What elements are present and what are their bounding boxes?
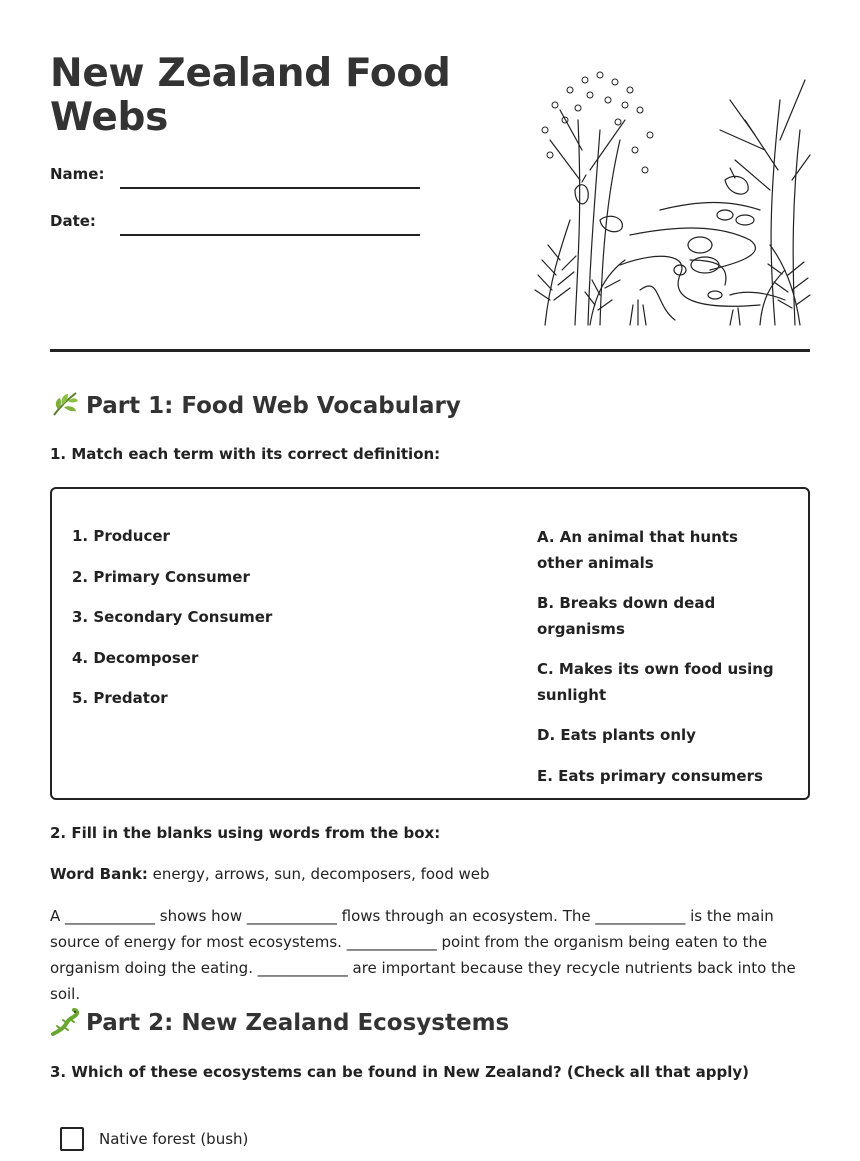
part2-heading: [50, 1006, 509, 1038]
page-title: New Zealand Food Webs: [50, 51, 451, 140]
definition-item: D. Eats plants only: [537, 726, 696, 744]
forest-stream-illustration: [530, 60, 812, 330]
question-3: 3. Which of these ecosystems can be found in New Zealand? (Check all that apply): [50, 1063, 750, 1081]
checkbox-option[interactable]: [60, 1127, 248, 1151]
date-label: Date:: [50, 212, 96, 230]
part2-heading-text: Part 2: New Zealand Ecosystems: [86, 1010, 510, 1036]
word-bank: [50, 865, 490, 883]
term-item: 4. Decomposer: [72, 648, 199, 667]
term-item: 1. Producer: [72, 527, 170, 545]
matching-box: [50, 487, 810, 800]
name-field[interactable]: [120, 187, 420, 189]
question-2: 2. Fill in the blanks using words from the box:: [50, 824, 441, 842]
fill-in-paragraph: A ____________ shows how ____________ flows through an ecosystem. The ____________ is the main source of energy for most ecosystems. ____________ point from the organism being eaten to the organism doing the eating. ____________ are important because they recycle nutrients back into the soil.: [50, 907, 796, 1003]
lizard-icon: [50, 1006, 80, 1036]
definition-item: C. Makes its own food using sunlight: [537, 660, 774, 704]
question-1: 1. Match each term with its correct definition:: [50, 445, 441, 463]
word-bank-words: energy, arrows, sun, decomposers, food web: [147, 865, 490, 883]
term-list: [72, 525, 372, 728]
date-field[interactable]: [120, 234, 420, 236]
checkbox[interactable]: [60, 1127, 84, 1151]
header-divider: [50, 349, 810, 352]
definition-item: A. An animal that hunts other animals: [537, 528, 738, 572]
term-item: 5. Predator: [72, 689, 168, 707]
definition-item: B. Breaks down dead organisms: [537, 594, 716, 638]
part1-heading: [50, 389, 461, 421]
definition-item: E. Eats primary consumers: [537, 766, 763, 785]
word-bank-label: Word Bank:: [50, 865, 148, 883]
leaf-icon: [50, 389, 80, 419]
term-item: 2. Primary Consumer: [72, 567, 250, 586]
checkbox-label: Native forest (bush): [99, 1130, 249, 1148]
term-item: 3. Secondary Consumer: [72, 608, 273, 626]
definition-list: [537, 525, 787, 804]
part1-heading-text: Part 1: Food Web Vocabulary: [86, 393, 461, 419]
name-label: Name:: [50, 165, 105, 183]
